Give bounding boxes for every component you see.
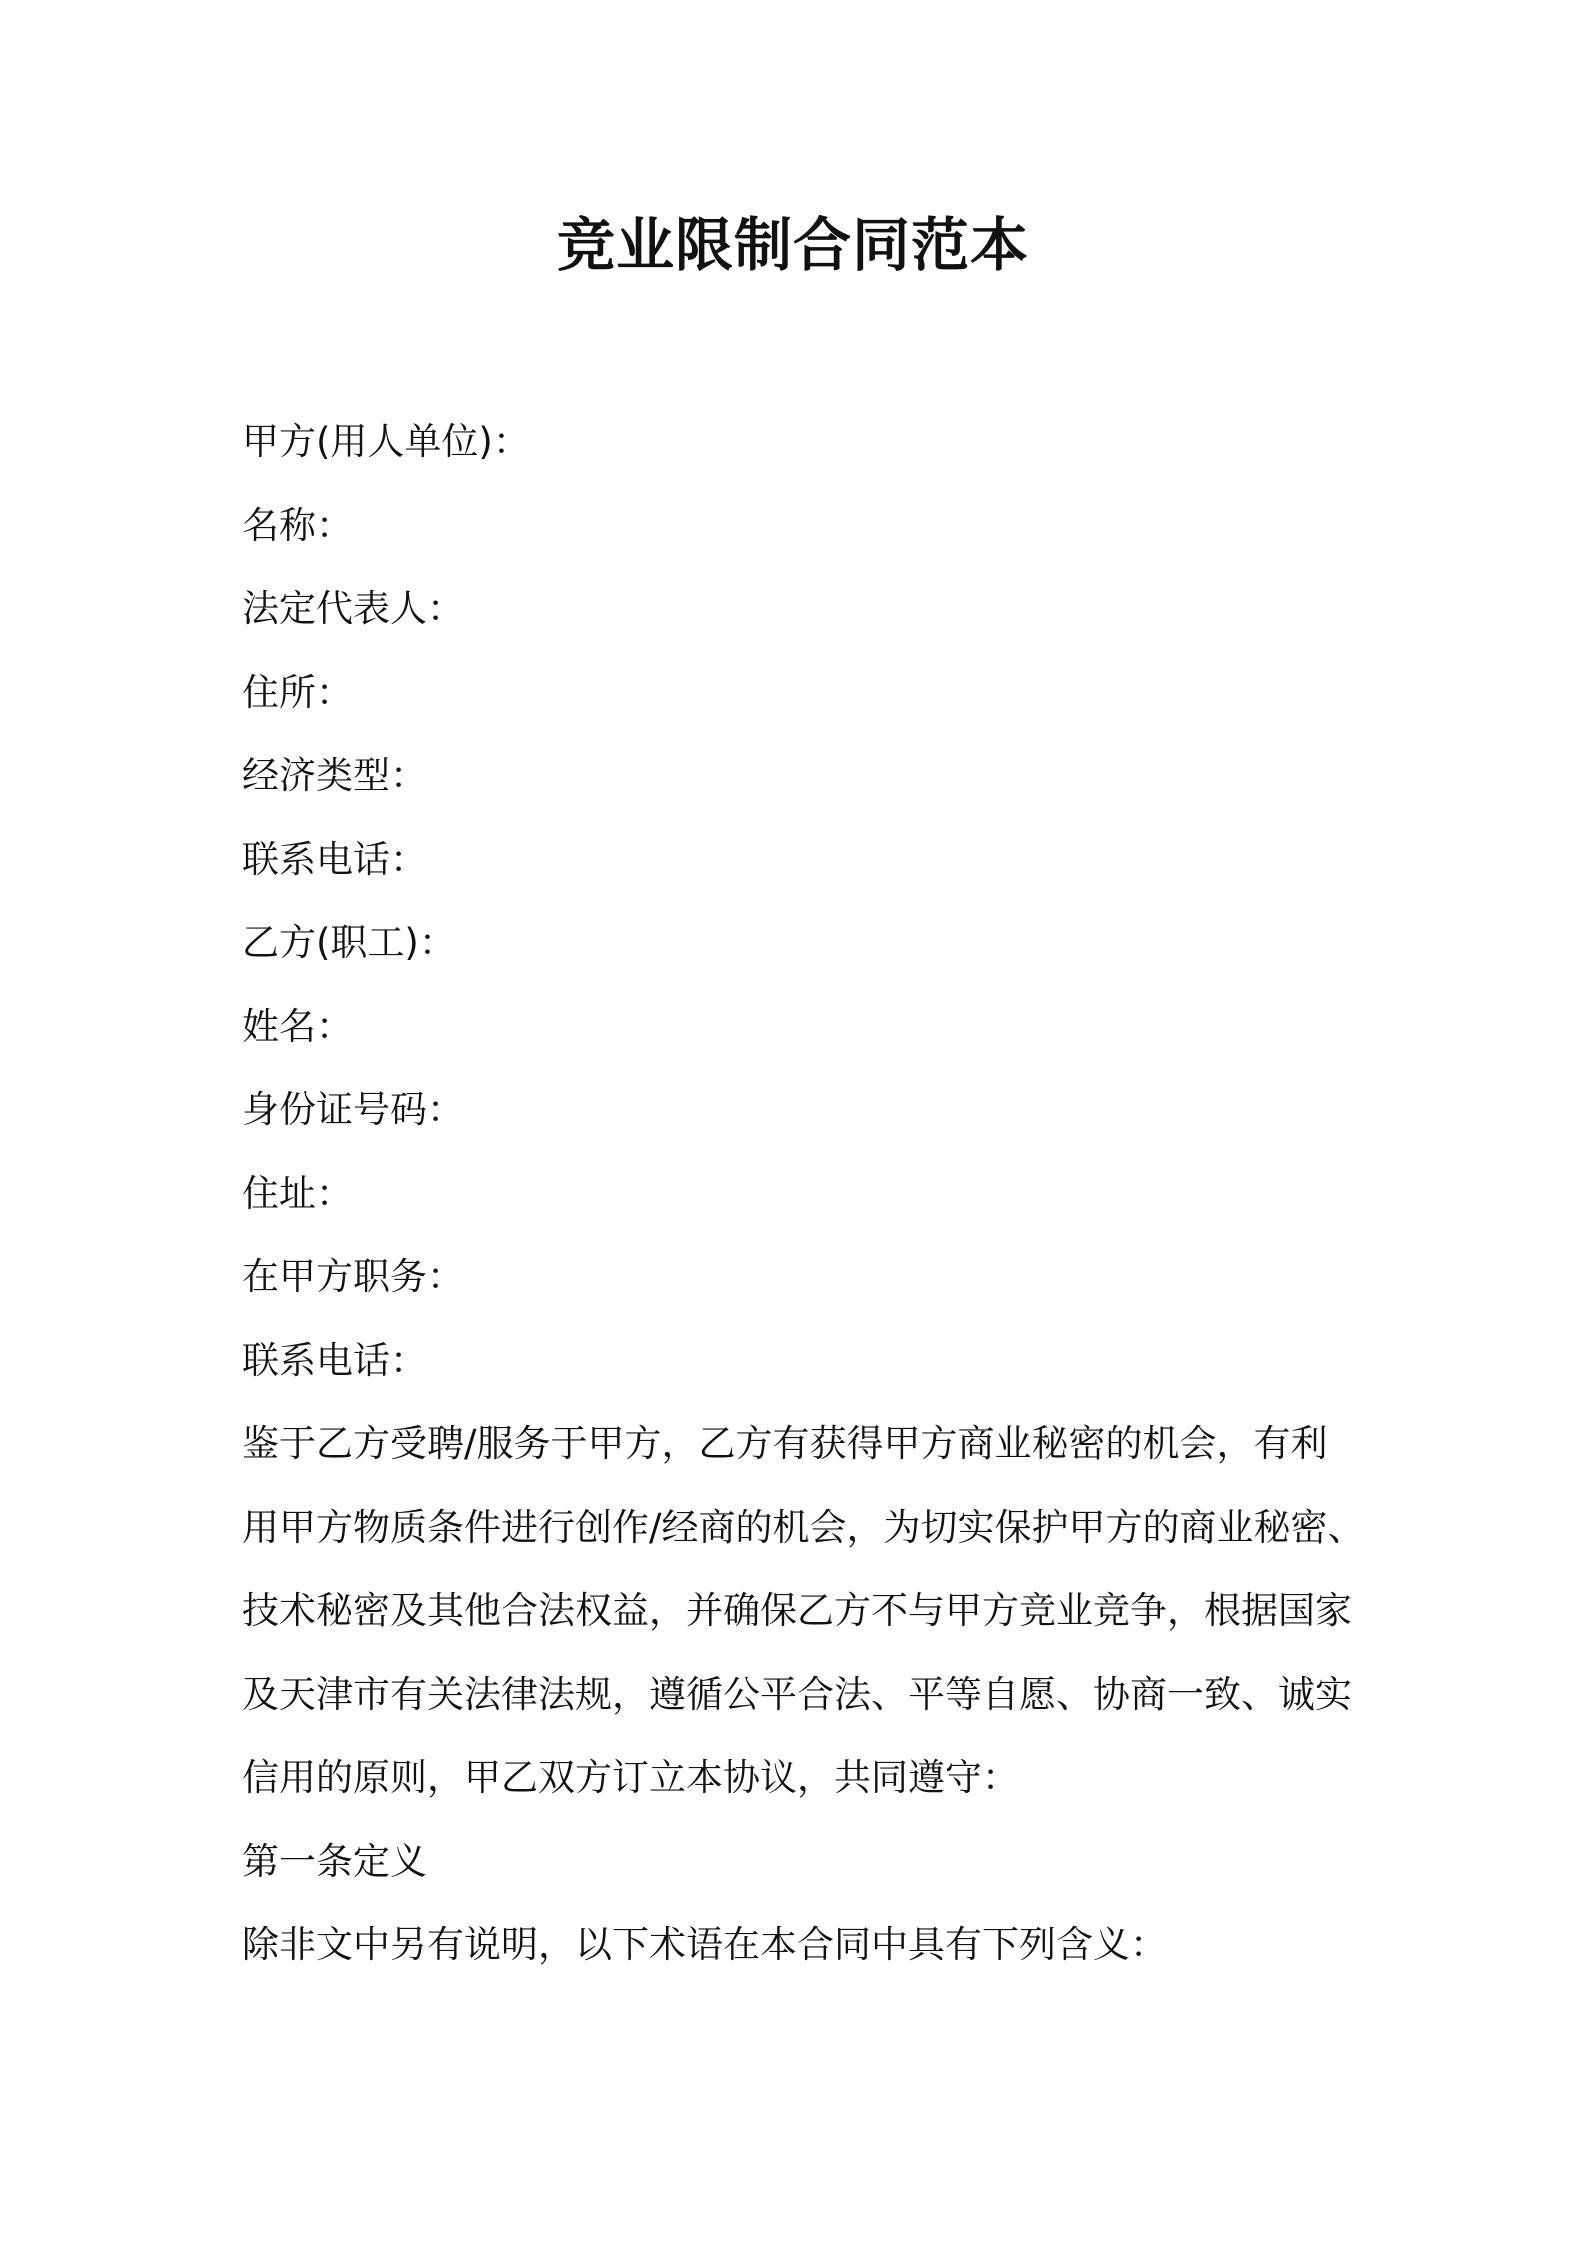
party-a-heading: 甲方(用人单位)： — [242, 420, 530, 463]
preamble-line: 鉴于乙方受聘/服务于甲方，乙方有获得甲方商业秘密的机会，有利 — [242, 1422, 1328, 1465]
party-b-address-label: 住址： — [242, 1171, 353, 1215]
party-b-heading: 乙方(职工)： — [242, 921, 456, 964]
preamble-line: 技术秘密及其他合法权益，并确保乙方不与甲方竞业竞争，根据国家 — [242, 1589, 1352, 1632]
party-b-position-label: 在甲方职务： — [242, 1255, 464, 1298]
party-b-id-label: 身份证号码： — [242, 1088, 464, 1131]
party-b-phone-label: 联系电话： — [242, 1338, 427, 1382]
party-a-name-label: 名称： — [242, 503, 353, 547]
document-body — [242, 400, 1365, 1987]
party-a-legal-rep-label: 法定代表人： — [242, 587, 464, 630]
article-1-heading: 第一条定义 — [242, 1839, 427, 1883]
party-a-economic-type-label: 经济类型： — [242, 754, 427, 797]
party-a-phone-label: 联系电话： — [242, 837, 427, 881]
article-1-intro: 除非文中另有说明，以下术语在本合同中具有下列含义： — [242, 1923, 1167, 1966]
preamble-line: 信用的原则，甲乙双方订立本协议，共同遵守： — [242, 1756, 1019, 1799]
document-title: 竞业限制合同范本 — [556, 211, 1029, 279]
party-a-address-label: 住所： — [242, 670, 353, 714]
party-b-name-label: 姓名： — [242, 1004, 353, 1048]
preamble-line: 及天津市有关法律法规，遵循公平合法、平等自愿、协商一致、诚实 — [242, 1672, 1352, 1716]
preamble-line: 用甲方物质条件进行创作/经商的机会，为切实保护甲方的商业秘密、 — [242, 1505, 1365, 1549]
